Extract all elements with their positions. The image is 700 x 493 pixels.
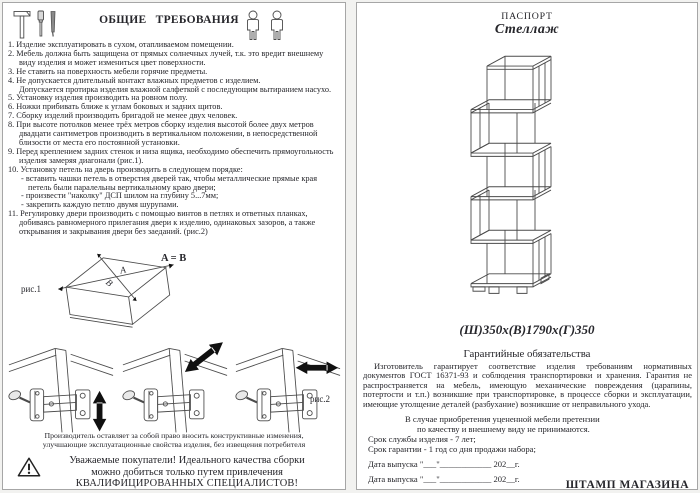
requirement-item-3: 3. Не ставить на поверхность мебели горячие предметы.: [8, 66, 208, 76]
store-stamp-label: ШТАМП МАГАЗИНА: [565, 479, 689, 491]
buyers-warning-line2: можно добиться только путем привлечения: [91, 466, 283, 478]
tools-icon: [11, 8, 61, 42]
fig1-label: рис.1: [21, 284, 42, 294]
release-date-line2: Дата выпуска "___"____________ 202__г.: [368, 474, 520, 484]
manufacturer-note-line2: улучшающие эксплуатационные свойства изделия, без извещения потребителя: [42, 439, 306, 449]
fig1-box-diagonals-diagram: [45, 250, 180, 338]
requirement-item-10a: - вставить чашки петель в отверстия дверей так, чтобы металлические прямые края петель были паралельны вертикальному краю двери;: [21, 173, 318, 192]
claims-line1: В случае приобретения уцененной мебели претензии: [405, 414, 600, 424]
svg-text:B: B: [103, 277, 115, 290]
buyers-warning-line1: Уважаемые покупатели! Идеального качества сборки: [69, 455, 305, 466]
service-life: Срок службы изделия - 7 лет;: [368, 434, 476, 444]
passport-panel: [356, 2, 698, 490]
requirements-list: [8, 41, 341, 237]
requirement-item-1: 1. Изделие эксплуатировать в сухом, отапливаемом помещении.: [8, 40, 234, 49]
requirement-item-11: 11. Регулировку двери производить с помощью винтов в петлях и ответных планках, добиваясь равномерного прилегания двери к изделию, одинаковых зазоров, а также открывания и закрывания двери без заеданий. (рис.2): [8, 209, 316, 237]
requirement-item-4: 4. Не допускается длительный контакт влажных предметов с изделием.: [8, 75, 261, 85]
requirement-item-10: 10. Установку петель на дверь производить в следующем порядке:: [8, 164, 243, 174]
manufacturer-note-line1: Производитель оставляет за собой право вносить конструктивные изменения,: [44, 431, 304, 440]
warranty-paragraph: Изготовитель гарантирует соответствие изделия требованиям нормативных документов ГОСТ 16371-93 и соблюдения транспортировки и хранения. Гарантия не распространяется на мебель, имеющую механические повреждения (царапины, потертости и т.п.) возникшие при транспортировке, в процессе сборки и эксплуатации, имеющие утолщение деталей (разбухание) возникшие от неправильного ухода.: [363, 361, 692, 409]
svg-text:A: A: [119, 265, 127, 277]
warranty-term: Срок гарантии - 1 год со дня продажи набора;: [368, 444, 536, 454]
passport-title: ПАСПОРТ: [501, 11, 553, 22]
claims-line2: по качеству и внешнему виду не принимаются.: [417, 424, 590, 434]
hinge-horizontal-adjust-diagram: [234, 340, 342, 436]
fig1-equation: A = B: [161, 253, 187, 264]
release-date-line1: Дата выпуска "___"____________ 202__г.: [368, 459, 520, 469]
requirement-item-6: 6. Ножки прибивать ближе к углам боковых и задних щитов.: [8, 102, 223, 112]
two-persons-icon: [241, 10, 291, 42]
product-name: Стеллаж: [494, 22, 560, 37]
hinge-vertical-adjust-diagram: [7, 340, 115, 436]
manufacturer-note: [3, 432, 345, 450]
requirement-item-9: 9. Перед креплением задних стенок и низа ящика, необходимо обеспечить прямоугольность изделия замеряя диагонали (рис.1).: [8, 146, 334, 165]
buyers-warning: [37, 455, 337, 490]
requirement-item-10b: - произвести "наколку" ДСП шилом на глубину 5...7мм;: [21, 191, 219, 201]
shelving-unit-drawing: [457, 53, 569, 301]
requirement-item-10c: - закрепить каждую петлю двумя шурупами.: [21, 200, 179, 210]
requirement-item-4-cont: Допускается протирка изделия влажной салфеткой с последующим вытиранием насухо.: [19, 84, 332, 94]
buyers-warning-line3: КВАЛИФИЦИРОВАННЫХ СПЕЦИАЛИСТОВ!: [75, 478, 299, 490]
fig2-label: рис.2: [310, 394, 331, 404]
requirement-item-8: 8. При высоте потолков менее трёх метров сборку изделия высотой более двух метров двадцати сантиметров производить в вертикальном положении, в непосредственной близости от места его постоянной установки.: [8, 120, 318, 147]
requirement-item-7: 7. Сборку изделий производить бригадой не менее двух человек.: [8, 111, 238, 121]
requirement-item-5: 5. Установку изделия производить на ровном полу.: [8, 93, 188, 103]
warranty-title: Гарантийные обязательства: [463, 348, 591, 360]
left-panel-title: ОБЩИЕ ТРЕБОВАНИЯ: [99, 14, 239, 26]
product-dimensions: (Ш)350х(В)1790х(Г)350: [459, 322, 595, 337]
hinge-diagonal-adjust-diagram: [121, 340, 229, 436]
requirement-item-2: 2. Мебель должна быть защищена от прямых солнечных лучей, т.к. это вредит внешнему виду изделия и может измениться цвет поверхности.: [8, 48, 324, 67]
general-requirements-panel: [2, 2, 346, 490]
